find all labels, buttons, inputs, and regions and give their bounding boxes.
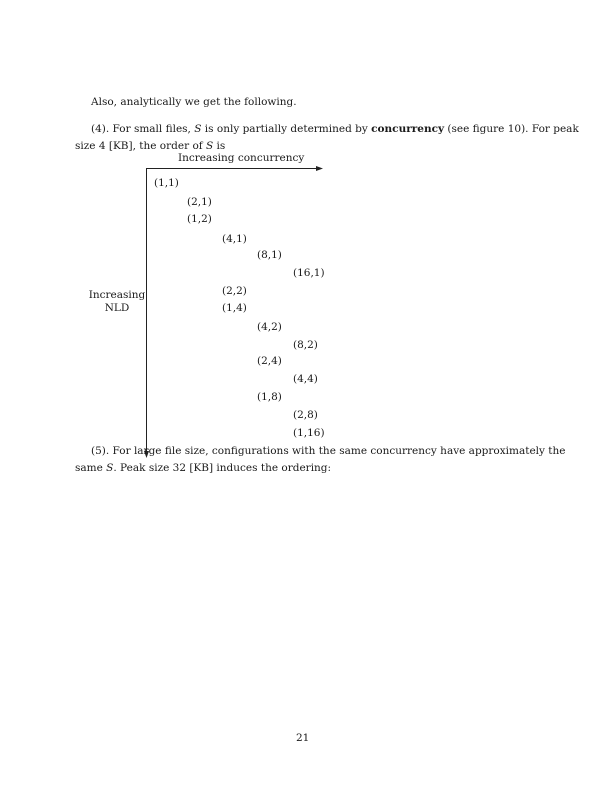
y-axis-label-line1: Increasing <box>88 289 146 301</box>
pair-1-16: (1,16) <box>293 427 325 439</box>
bold-term: concurrency <box>371 123 445 135</box>
pair-4-1: (4,1) <box>222 233 247 245</box>
text-run: (5). For large file size, configurations with the same concurrency have approximately the <box>91 445 566 457</box>
text-run: same <box>75 462 107 474</box>
pair-1-2: (1,2) <box>187 213 212 225</box>
pair-1-1: (1,1) <box>154 177 179 189</box>
symbol-s: S <box>106 462 114 474</box>
pair-2-4: (2,4) <box>257 355 282 367</box>
x-axis-arrowhead <box>316 166 323 171</box>
y-axis-label-line2: NLD <box>104 302 130 314</box>
text-run: is <box>213 140 226 152</box>
pair-1-8: (1,8) <box>257 391 282 403</box>
pair-2-1: (2,1) <box>187 196 212 208</box>
page-number: 21 <box>296 732 310 744</box>
y-axis-label <box>86 289 148 315</box>
paragraph-item-5-line2 <box>75 460 331 477</box>
pair-4-2: (4,2) <box>257 321 282 333</box>
pair-4-4: (4,4) <box>293 373 318 385</box>
text-run: size 4 [KB], the order of <box>75 140 206 152</box>
x-axis-label: Increasing concurrency <box>178 152 305 164</box>
symbol-s: S <box>194 123 202 135</box>
pair-1-4: (1,4) <box>222 302 247 314</box>
paragraph-item-5-line1 <box>91 443 565 460</box>
symbol-s: S <box>206 140 214 152</box>
paragraph-text: Also, analytically we get the following. <box>91 96 297 108</box>
text-run: (4). For small files, <box>91 123 195 135</box>
pair-8-2: (8,2) <box>293 339 318 351</box>
pair-2-2: (2,2) <box>222 285 247 297</box>
pair-2-8: (2,8) <box>293 409 318 421</box>
text-run: is only partially determined by <box>201 123 372 135</box>
text-run: . Peak size 32 [KB] induces the ordering: <box>113 462 332 474</box>
pair-8-1: (8,1) <box>257 249 282 261</box>
text-run: (see figure 10). For peak <box>444 123 579 135</box>
pair-16-1: (16,1) <box>293 267 325 279</box>
